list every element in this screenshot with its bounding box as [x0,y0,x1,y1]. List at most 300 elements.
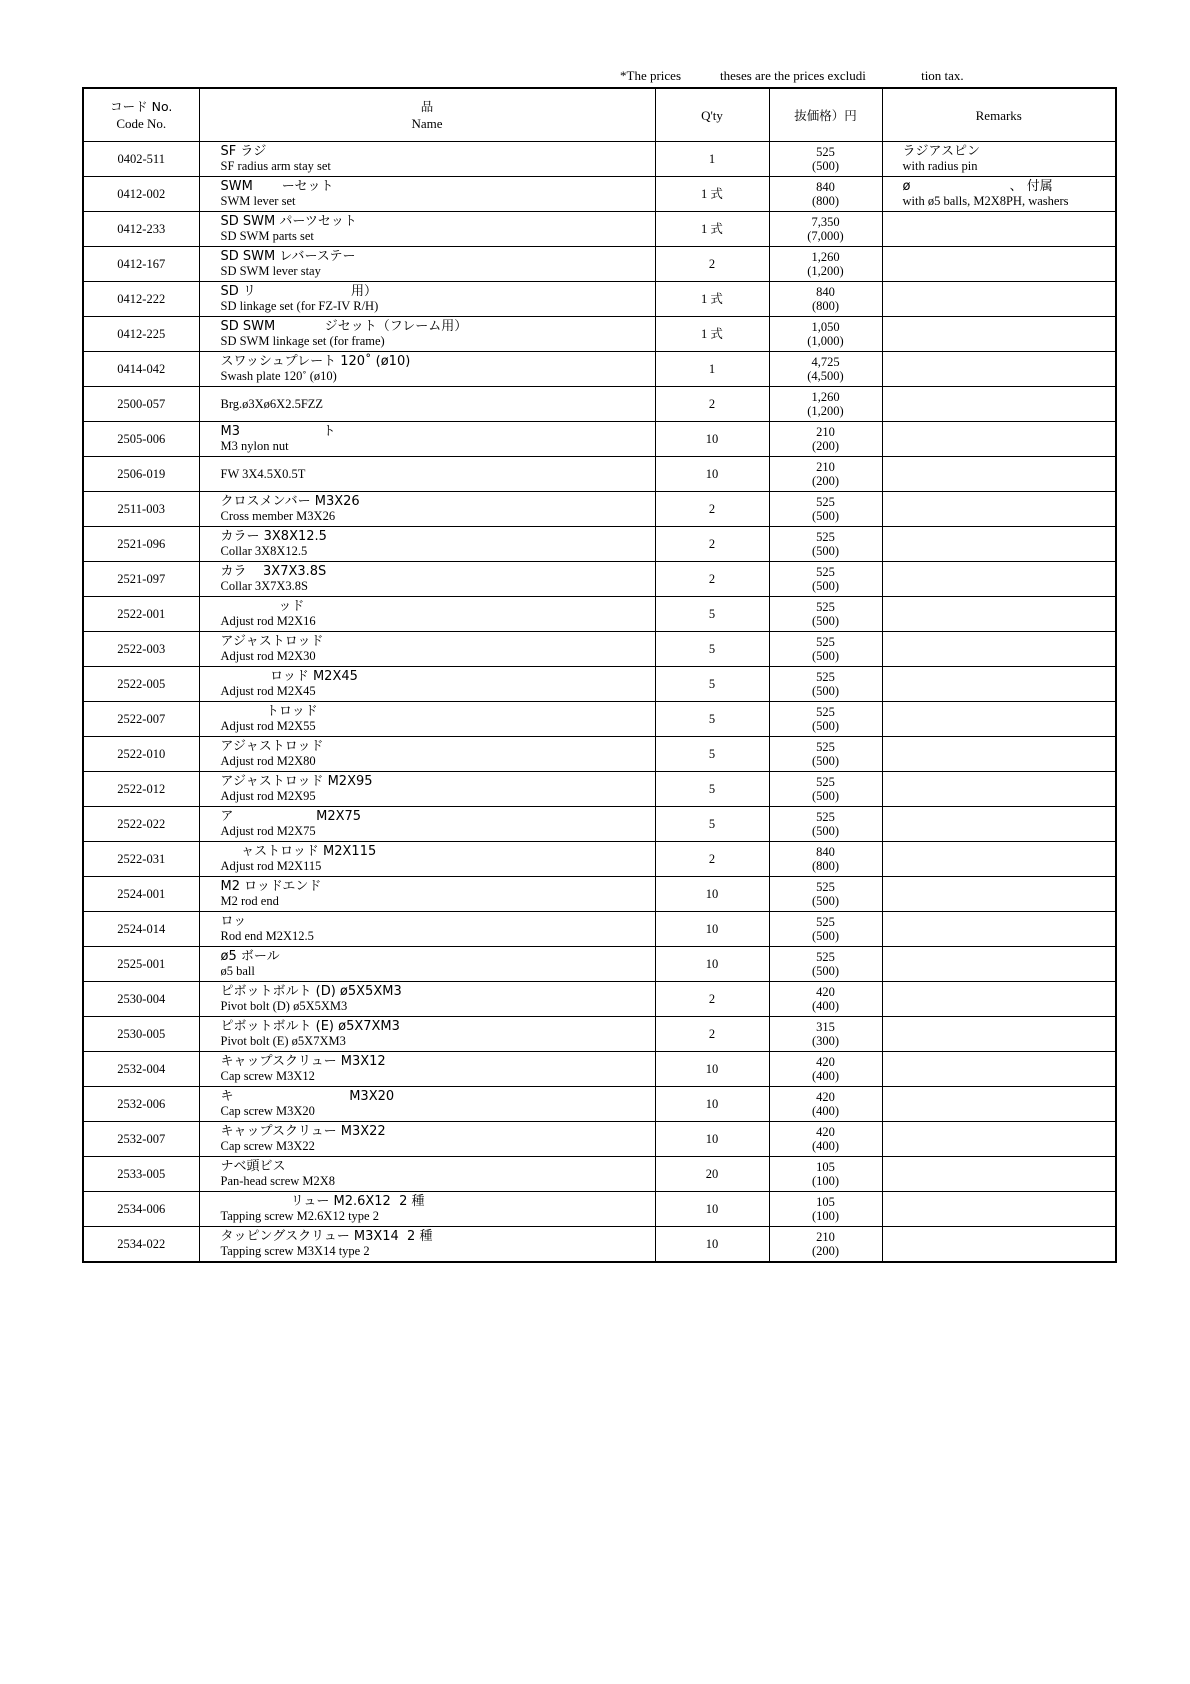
qty-value: 2 [708,852,716,866]
price-incl-tax: 525 [816,635,835,649]
price-excl-tax: (500) [811,614,840,628]
qty-value: 2 [708,502,716,516]
remarks-cell [882,667,1116,702]
remarks-cell [882,142,1116,177]
remarks-cell [882,912,1116,947]
price-cell [769,982,882,1017]
code-no: 2522-031 [117,852,166,866]
name-en: Swash plate 120˚ (ø10) [220,369,337,383]
name-en: SD SWM lever stay [220,264,321,278]
price-incl-tax: 840 [816,845,835,859]
code-cell [83,982,199,1017]
name-jp: ャストロッド M2X115 [220,844,377,859]
qty-cell [655,702,769,737]
name-cell [199,877,655,912]
code-cell [83,247,199,282]
name-cell [199,247,655,282]
price-cell [769,877,882,912]
table-row [83,352,1116,387]
name-en: M3 nylon nut [220,439,289,453]
price-cell [769,317,882,352]
remarks-cell [882,527,1116,562]
name-en: Cap screw M3X20 [220,1104,315,1118]
name-en: Adjust rod M2X95 [220,789,316,803]
qty-cell [655,1087,769,1122]
name-cell [199,1017,655,1052]
price-excl-tax: (500) [811,579,840,593]
remarks-cell [882,422,1116,457]
price-excl-tax: (500) [811,894,840,908]
price-excl-tax: (500) [811,544,840,558]
code-cell [83,352,199,387]
name-jp: M3 ト [220,424,336,439]
header-price-jp: 抜価格）円 [794,107,857,123]
table-row [83,807,1116,842]
header-price [769,88,882,142]
price-cell [769,352,882,387]
qty-value: 10 [705,1237,719,1251]
code-cell [83,142,199,177]
code-cell [83,387,199,422]
qty-value: 20 [705,1167,719,1181]
code-cell [83,1192,199,1227]
code-no: 2506-019 [117,467,166,481]
price-incl-tax: 525 [816,600,835,614]
price-incl-tax: 525 [816,810,835,824]
remarks-cell [882,1192,1116,1227]
price-excl-tax: (400) [811,1104,840,1118]
code-no: 2525-001 [117,957,166,971]
table-row [83,422,1116,457]
price-cell [769,177,882,212]
name-jp: SD SWM レバーステー [220,249,356,264]
name-en: Pivot bolt (E) ø5X7XM3 [220,1034,346,1048]
name-en: Pan-head screw M2X8 [220,1174,336,1188]
table-row [83,772,1116,807]
name-jp: SWM ーセット [220,179,334,194]
price-cell [769,947,882,982]
price-excl-tax: (800) [811,299,840,313]
remarks-cell [882,1157,1116,1192]
code-no: 2524-001 [117,887,166,901]
name-cell [199,1192,655,1227]
price-cell [769,457,882,492]
price-incl-tax: 210 [816,425,835,439]
qty-cell [655,317,769,352]
qty-cell [655,1017,769,1052]
table-row [83,142,1116,177]
name-jp: リュー M2.6X12 2 種 [220,1194,425,1209]
table-row [83,492,1116,527]
qty-value: 2 [708,537,716,551]
price-incl-tax: 1,260 [811,250,840,264]
qty-value: 2 [708,397,716,411]
price-cell [769,422,882,457]
header-qty-label: Q'ty [701,107,723,123]
price-excl-tax: (100) [811,1174,840,1188]
remarks-cell [882,1017,1116,1052]
code-no: 2522-003 [117,642,166,656]
name-en: Adjust rod M2X80 [220,754,316,768]
code-no: 2521-096 [117,537,166,551]
price-cell [769,842,882,877]
table-row [83,387,1116,422]
qty-cell [655,877,769,912]
table-row [83,597,1116,632]
name-en: Tapping screw M3X14 type 2 [220,1244,370,1258]
qty-value: 10 [705,432,719,446]
price-incl-tax: 420 [816,1125,835,1139]
qty-value: 10 [705,1202,719,1216]
name-jp: アジャストロッド M2X95 [220,774,373,789]
price-excl-tax: (200) [811,474,840,488]
code-no: 2511-003 [117,502,165,516]
price-cell [769,142,882,177]
remarks-cell [882,492,1116,527]
qty-cell [655,142,769,177]
remarks-cell [882,807,1116,842]
table-row [83,1052,1116,1087]
name-jp: スワッシュプレート 120˚ (ø10) [220,354,411,369]
remarks-cell [882,457,1116,492]
qty-value: 2 [708,992,716,1006]
price-incl-tax: 315 [816,1020,835,1034]
code-cell [83,772,199,807]
code-cell [83,1087,199,1122]
remarks-cell [882,1087,1116,1122]
remarks-jp: ø 、 付属 [902,179,1053,194]
price-incl-tax: 525 [816,670,835,684]
remarks-cell [882,282,1116,317]
price-incl-tax: 840 [816,180,835,194]
code-no: 2532-006 [117,1097,166,1111]
name-jp: SD SWM パーツセット [220,214,357,229]
name-cell [199,492,655,527]
code-no: 2522-022 [117,817,166,831]
header-name [199,88,655,142]
price-excl-tax: (500) [811,719,840,733]
price-excl-tax: (1,200) [807,404,844,418]
code-no: 0412-167 [117,257,166,271]
table-row [83,842,1116,877]
remarks-cell [882,947,1116,982]
qty-value: 10 [705,467,719,481]
remarks-cell [882,247,1116,282]
remarks-cell [882,1227,1116,1263]
price-cell [769,527,882,562]
qty-cell [655,842,769,877]
table-header-row [83,88,1116,142]
name-cell [199,317,655,352]
price-cell [769,1017,882,1052]
code-cell [83,422,199,457]
tax-note: *The prices theses are the prices excludi tion tax. [620,68,964,83]
name-cell [199,527,655,562]
code-cell [83,317,199,352]
price-cell [769,282,882,317]
code-no: 0414-042 [117,362,166,376]
price-excl-tax: (200) [811,439,840,453]
price-incl-tax: 525 [816,705,835,719]
name-cell [199,982,655,1017]
name-cell [199,352,655,387]
qty-value: 5 [708,747,716,761]
name-cell [199,1122,655,1157]
name-cell [199,1227,655,1263]
name-en: Adjust rod M2X115 [220,859,322,873]
code-no: 2522-005 [117,677,166,691]
remarks-cell [882,772,1116,807]
code-no: 2533-005 [117,1167,166,1181]
table-row [83,702,1116,737]
name-jp: ッド [220,599,305,614]
name-en: Adjust rod M2X75 [220,824,316,838]
table-row [83,877,1116,912]
price-cell [769,737,882,772]
price-incl-tax: 420 [816,1090,835,1104]
code-cell [83,282,199,317]
qty-cell [655,982,769,1017]
code-cell [83,1017,199,1052]
price-excl-tax: (1,200) [807,264,844,278]
price-excl-tax: (500) [811,509,840,523]
table-row [83,212,1116,247]
name-cell [199,1157,655,1192]
price-incl-tax: 7,350 [811,215,840,229]
qty-cell [655,1122,769,1157]
price-incl-tax: 1,050 [811,320,840,334]
qty-cell [655,457,769,492]
qty-value: 1 [708,152,716,166]
code-no: 0402-511 [117,152,165,166]
name-jp: ピボットボルト (D) ø5X5XM3 [220,984,402,999]
price-incl-tax: 840 [816,285,835,299]
table-row [83,1192,1116,1227]
remarks-cell [882,702,1116,737]
table-row [83,737,1116,772]
price-incl-tax: 105 [816,1160,835,1174]
price-incl-tax: 4,725 [811,355,840,369]
price-excl-tax: (400) [811,1139,840,1153]
qty-value: 5 [708,782,716,796]
name-en: M2 rod end [220,894,279,908]
name-en: Adjust rod M2X16 [220,614,316,628]
qty-value: 5 [708,817,716,831]
name-jp: タッピングスクリュー M3X14 2 種 [220,1229,433,1244]
remarks-cell [882,982,1116,1017]
code-no: 2522-007 [117,712,166,726]
name-jp: ア M2X75 [220,809,362,824]
qty-value: 10 [705,1062,719,1076]
qty-value: 2 [708,257,716,271]
header-remarks [882,88,1116,142]
name-jp: ナベ頭ビス [220,1159,286,1174]
price-excl-tax: (500) [811,159,840,173]
name-cell [199,842,655,877]
price-cell [769,807,882,842]
price-excl-tax: (500) [811,964,840,978]
qty-cell [655,807,769,842]
name-cell [199,142,655,177]
qty-cell [655,737,769,772]
name-en: SD SWM parts set [220,229,314,243]
price-cell [769,1227,882,1263]
price-excl-tax: (300) [811,1034,840,1048]
name-jp: SD リ 用） [220,284,377,299]
qty-cell [655,177,769,212]
code-no: 2530-004 [117,992,166,1006]
name-cell [199,702,655,737]
header-code-jp: コード No. [110,99,173,114]
name-en: SD SWM linkage set (for frame) [220,334,385,348]
price-incl-tax: 210 [816,1230,835,1244]
name-cell [199,212,655,247]
header-name-en: Name [411,116,443,131]
price-incl-tax: 525 [816,530,835,544]
code-cell [83,457,199,492]
code-cell [83,1052,199,1087]
code-no: 2505-006 [117,432,166,446]
code-cell [83,702,199,737]
name-en: Adjust rod M2X55 [220,719,316,733]
code-no: 2522-012 [117,782,166,796]
qty-cell [655,1227,769,1263]
name-cell [199,282,655,317]
price-cell [769,667,882,702]
table-row [83,1087,1116,1122]
price-excl-tax: (7,000) [807,229,844,243]
name-en: ø5 ball [220,964,255,978]
name-jp: カラー 3X8X12.5 [220,529,327,544]
name-jp: SD SWM ジセット（フレーム用） [220,319,468,334]
remarks-cell [882,317,1116,352]
name-cell [199,177,655,212]
name-cell [199,457,655,492]
price-excl-tax: (500) [811,649,840,663]
remarks-cell [882,1122,1116,1157]
price-cell [769,1192,882,1227]
qty-value: 1 式 [701,187,723,201]
table-row [83,527,1116,562]
price-cell [769,1157,882,1192]
name-en: FW 3X4.5X0.5T [220,467,306,481]
table-row [83,982,1116,1017]
code-no: 2522-010 [117,747,166,761]
qty-value: 5 [708,677,716,691]
price-cell [769,912,882,947]
code-no: 0412-002 [117,187,166,201]
price-incl-tax: 105 [816,1195,835,1209]
name-jp: クロスメンバー M3X26 [220,494,360,509]
name-en: Adjust rod M2X45 [220,684,316,698]
price-excl-tax: (400) [811,1069,840,1083]
code-no: 0412-225 [117,327,166,341]
price-excl-tax: (500) [811,824,840,838]
name-jp: カラ 3X7X3.8S [220,564,327,579]
qty-cell [655,282,769,317]
remarks-cell [882,177,1116,212]
remarks-cell [882,1052,1116,1087]
remarks-cell [882,212,1116,247]
price-incl-tax: 210 [816,460,835,474]
code-cell [83,632,199,667]
qty-value: 10 [705,957,719,971]
price-cell [769,1087,882,1122]
code-no: 2530-005 [117,1027,166,1041]
name-jp: SF ラジ [220,144,267,159]
code-no: 2522-001 [117,607,166,621]
remarks-jp: ラジアスピン [902,144,980,159]
name-cell [199,947,655,982]
price-excl-tax: (800) [811,194,840,208]
qty-value: 10 [705,922,719,936]
price-cell [769,597,882,632]
price-cell [769,1052,882,1087]
code-cell [83,737,199,772]
name-en: Cross member M3X26 [220,509,336,523]
price-incl-tax: 1,260 [811,390,840,404]
qty-cell [655,247,769,282]
name-en: SD linkage set (for FZ-IV R/H) [220,299,379,313]
name-jp: キ M3X20 [220,1089,395,1104]
parts-price-table [82,87,1117,1263]
code-cell [83,527,199,562]
table-row [83,457,1116,492]
code-cell [83,807,199,842]
name-jp: アジャストロッド [220,739,324,754]
name-en: Collar 3X7X3.8S [220,579,308,593]
price-cell [769,492,882,527]
code-no: 0412-233 [117,222,166,236]
header-code [83,88,199,142]
qty-value: 5 [708,642,716,656]
table-row [83,947,1116,982]
name-jp: M2 ロッドエンド [220,879,322,894]
name-jp: ピボットボルト (E) ø5X7XM3 [220,1019,400,1034]
code-no: 2532-007 [117,1132,166,1146]
code-no: 2521-097 [117,572,166,586]
qty-value: 5 [708,607,716,621]
name-en: Rod end M2X12.5 [220,929,314,943]
table-row [83,282,1116,317]
header-remarks-en: Remarks [975,107,1022,123]
header-qty [655,88,769,142]
qty-cell [655,562,769,597]
code-cell [83,597,199,632]
code-no: 2534-006 [117,1202,166,1216]
table-row [83,1017,1116,1052]
qty-value: 1 式 [701,327,723,341]
remarks-en: with radius pin [902,159,978,173]
qty-cell [655,947,769,982]
name-en: Brg.ø3Xø6X2.5FZZ [220,397,324,411]
code-cell [83,492,199,527]
table-row [83,1157,1116,1192]
name-cell [199,597,655,632]
name-cell [199,737,655,772]
remarks-cell [882,632,1116,667]
name-cell [199,807,655,842]
qty-cell [655,632,769,667]
qty-value: 10 [705,887,719,901]
table-body [83,142,1116,1263]
name-en: Cap screw M3X22 [220,1139,315,1153]
name-cell [199,562,655,597]
name-jp: アジャストロッド [220,634,324,649]
name-en: SF radius arm stay set [220,159,331,173]
code-no: 2532-004 [117,1062,166,1076]
qty-cell [655,527,769,562]
